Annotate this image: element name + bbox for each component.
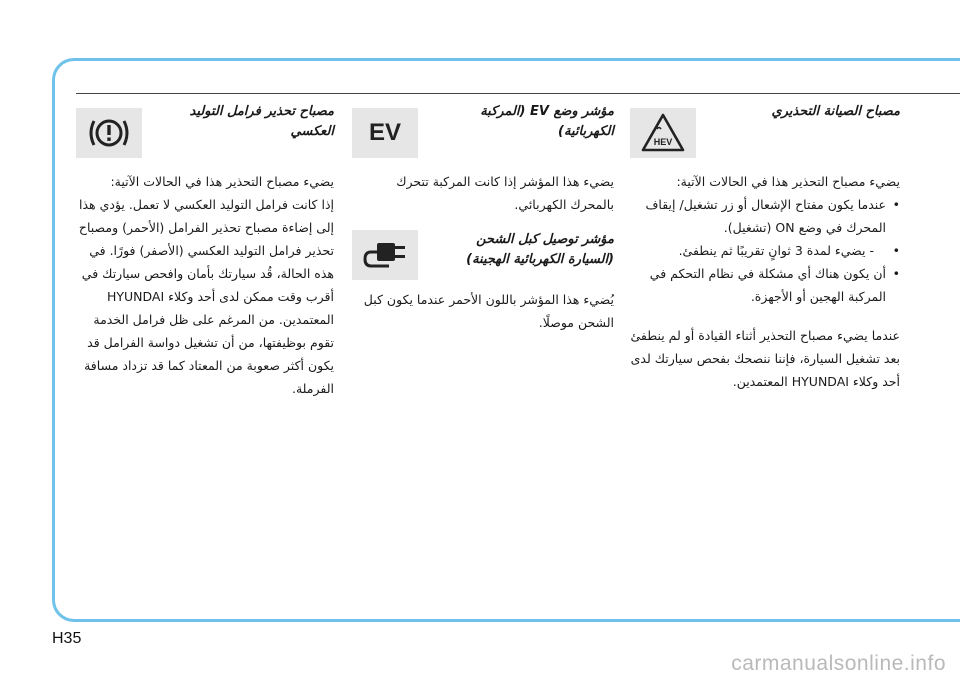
service-warning-intro: يضيء مصباح التحذير هذا في الحالات الآتية: — [676, 174, 900, 189]
regen-brake-body — [76, 170, 334, 400]
charging-cable-heading: مؤشر توصيل كبل الشحن (السيارة الكهربائية الهجينة) — [466, 232, 614, 267]
ev-mode-body: يضيء هذا المؤشر إذا كانت المركبة تتحرك بالمحرك الكهربائي. — [396, 174, 614, 212]
service-warning-body — [630, 170, 900, 393]
bullet-subline-wrap — [630, 239, 900, 262]
watermark: carmanualsonline.info — [731, 652, 946, 675]
top-rule — [76, 93, 960, 94]
ev-mode-body-wrap — [352, 170, 614, 216]
brake-warning-icon — [76, 108, 142, 158]
page-number: H35 — [52, 630, 82, 647]
regen-brake-heading: مصباح تحذير فرامل التوليد العكسي — [189, 104, 334, 139]
ev-icon-label: EV — [369, 119, 402, 146]
service-warning-heading: مصباح الصيانة التحذيري — [771, 104, 900, 119]
bullet-subline: • - يضيء لمدة 3 ثوانٍ تقريبًا ثم ينطفئ. — [678, 243, 874, 258]
ev-mode-icon — [352, 108, 418, 158]
service-warning-bullets — [630, 193, 900, 308]
charging-cable-body: يُضيء هذا المؤشر باللون الأحمر عندما يكون كبل الشحن موصلًا. — [363, 292, 614, 330]
bullet-hybrid-fault: • أن يكون هناك أي مشكلة في نظام التحكم في المركبة الهجين أو الأجهزة. — [630, 262, 900, 308]
ev-mode-heading: مؤشر وضع EV (المركبة الكهربائية) — [480, 104, 614, 139]
charging-plug-icon — [352, 230, 418, 280]
hev-icon-label: HEV — [653, 137, 673, 147]
charging-cable-body-wrap — [352, 288, 614, 334]
bullet-ignition-on: • عندما يكون مفتاح الإشعال أو زر تشغيل/ إيقاف المحرك في وضع ON (تشغيل). — [630, 193, 900, 239]
service-warning-note: عندما يضيء مصباح التحذير أثناء القيادة أو لم ينطفئ بعد تشغيل السيارة، فإننا ننصحك بفحص سيارتك لدى أحد وكلاء HYUNDAI المعتمدين. — [630, 328, 900, 389]
regen-brake-intro: يضيء مصباح التحذير هذا في الحالات الآتية: — [110, 174, 334, 189]
hev-warning-triangle-icon — [630, 108, 696, 158]
regen-brake-paragraph: إذا كانت فرامل التوليد العكسي لا تعمل. يؤدي هذا إلى إضاءة مصباح تحذير الفرامل (الأحمر) ومصباح تحذير فرامل التوليد العكسي (الأصفر) فورًا. في هذه الحالة، قُد سيارتك بأمان وافحص سيارتك في أقرب وقت ممكن لدى أحد وكلاء HYUNDAI المعتمدين. من المرغم على ظل فرامل الخدمة تقوم بوظيفتها، من أن تشغيل دواسة الفرامل قد يكون أكثر صعوبة من المعتاد كما قد تزداد مسافة الفرملة. — [78, 197, 334, 396]
